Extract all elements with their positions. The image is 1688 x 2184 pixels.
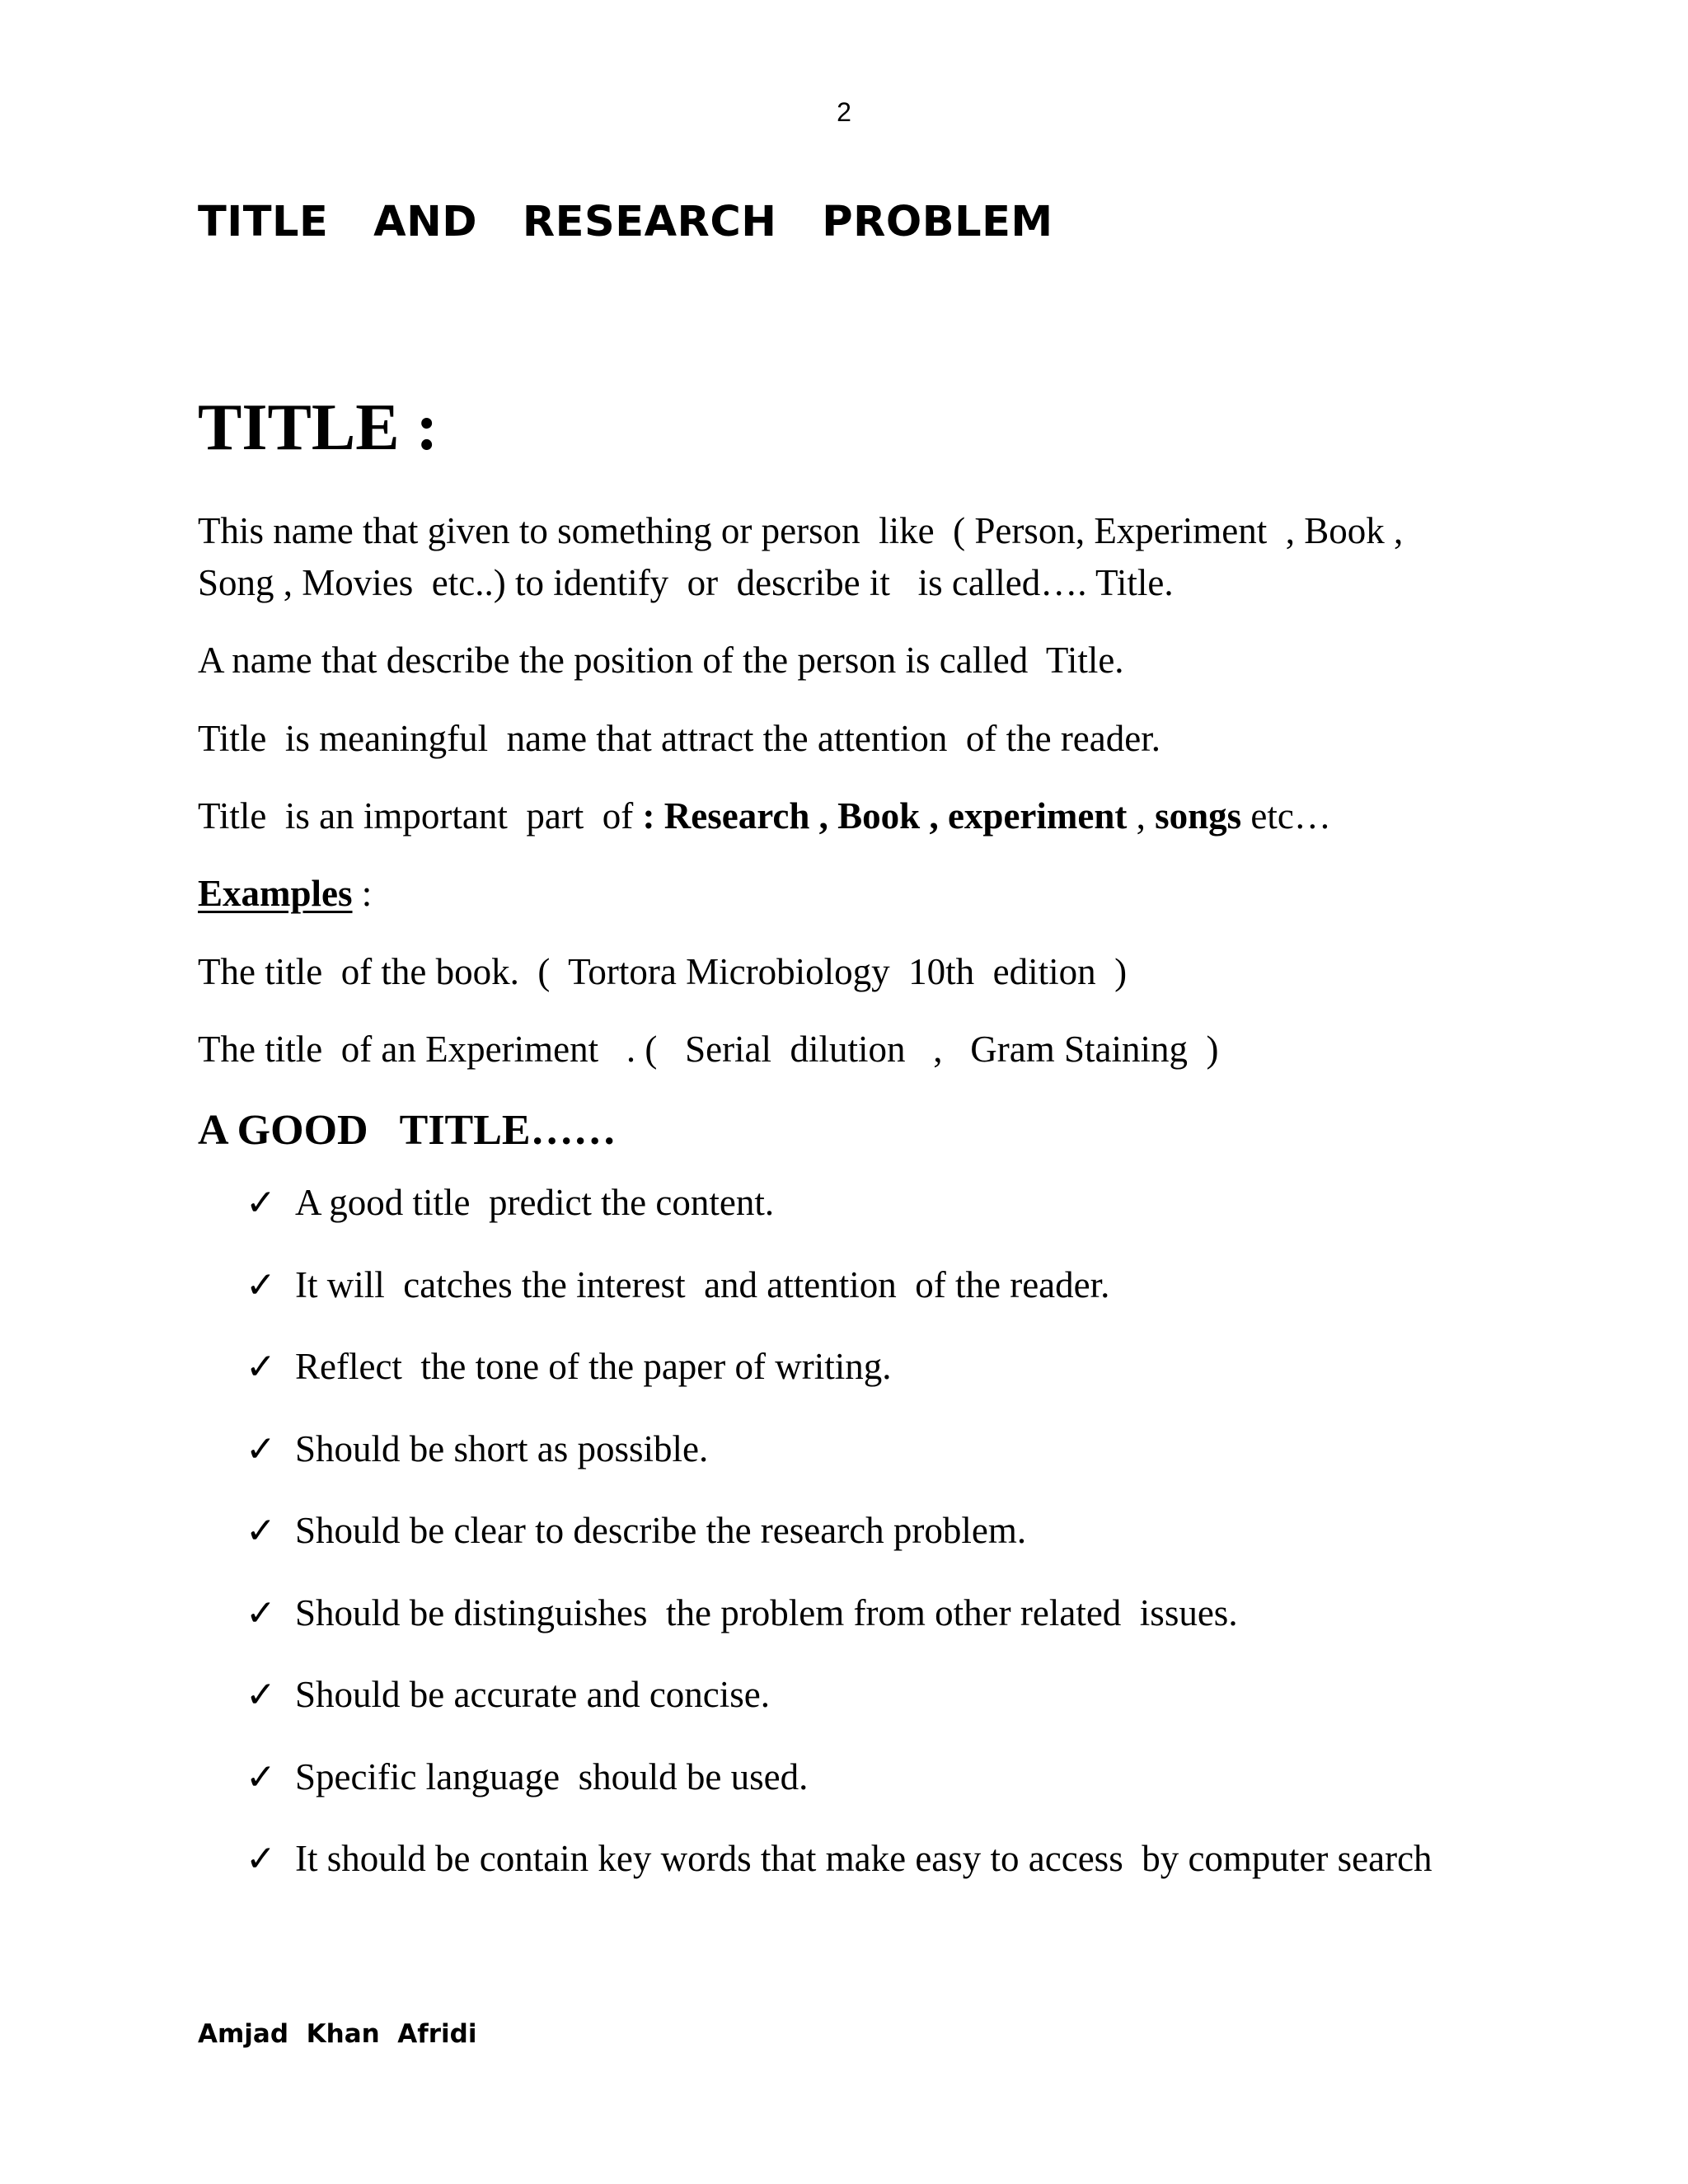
- checklist-item: [246, 1587, 1432, 1670]
- examples-label-line: [198, 868, 372, 920]
- checkmark-icon: ✓: [246, 1346, 276, 1388]
- footer-author: Amjad Khan Afridi: [198, 2019, 477, 2049]
- position-definition-paragraph: A name that describe the position of the person is called Title.: [198, 640, 1124, 681]
- definition-paragraph-line-2: Song , Movies etc..) to identify or describe it is called…. Title.: [198, 562, 1174, 603]
- checklist-item: [246, 1833, 1432, 1915]
- examples-label: Examples: [198, 873, 353, 914]
- important-part-bold-list: : Research , Book , experiment: [642, 795, 1128, 837]
- good-title-heading: A GOOD TITLE……: [198, 1107, 617, 1154]
- checklist-item: [246, 1751, 1432, 1834]
- checklist-item: [246, 1259, 1432, 1342]
- checkmark-icon: ✓: [246, 1674, 276, 1716]
- checklist-item-text: Should be clear to describe the research problem.: [295, 1510, 1027, 1551]
- page-heading: TITLE AND RESEARCH PROBLEM: [198, 198, 1053, 246]
- checklist-item: [246, 1423, 1432, 1506]
- checklist-item-text: A good title predict the content.: [295, 1182, 775, 1223]
- example-experiment: The title of an Experiment . ( Serial dilution , Gram Staining ): [198, 1029, 1219, 1070]
- checklist-item-text: Should be short as possible.: [295, 1427, 709, 1469]
- checklist-item-text: It will catches the interest and attention of the reader.: [295, 1263, 1110, 1305]
- examples-colon: :: [352, 873, 373, 914]
- example-book: The title of the book. ( Tortora Microbiology 10th edition ): [198, 951, 1128, 992]
- checklist-item: [246, 1669, 1432, 1751]
- definition-paragraph-line-1: This name that given to something or person like ( Person, Experiment , Book ,: [198, 510, 1404, 551]
- checklist-item: [246, 1177, 1432, 1259]
- checkmark-icon: ✓: [246, 1838, 276, 1880]
- important-part-separator: ,: [1127, 795, 1156, 837]
- important-part-bold-songs: songs: [1155, 795, 1242, 837]
- checklist-item-text: Should be distinguishes the problem from other related issues.: [295, 1591, 1238, 1633]
- checkmark-icon: ✓: [246, 1182, 276, 1224]
- checklist-item: [246, 1505, 1432, 1587]
- checkmark-icon: ✓: [246, 1510, 276, 1552]
- checklist-item-text: It should be contain key words that make easy to access by computer search: [295, 1838, 1432, 1879]
- checklist-item-text: Should be accurate and concise.: [295, 1674, 771, 1715]
- important-part-prefix: Title is an important part of: [198, 795, 643, 837]
- checkmark-icon: ✓: [246, 1591, 276, 1634]
- important-part-paragraph: [198, 790, 1331, 842]
- checklist-item-text: Specific language should be used.: [295, 1755, 809, 1797]
- meaningful-name-paragraph: Title is meaningful name that attract the attention of the reader.: [198, 718, 1160, 759]
- checklist-item-text: Reflect the tone of the paper of writing.: [295, 1346, 892, 1387]
- section-title: TITLE :: [198, 391, 438, 464]
- checklist-item: [246, 1341, 1432, 1423]
- good-title-checklist: [246, 1177, 1432, 1915]
- checkmark-icon: ✓: [246, 1755, 276, 1798]
- checkmark-icon: ✓: [246, 1263, 276, 1306]
- checkmark-icon: ✓: [246, 1427, 276, 1470]
- important-part-suffix: etc…: [1241, 795, 1331, 837]
- page-number: 2: [837, 97, 851, 127]
